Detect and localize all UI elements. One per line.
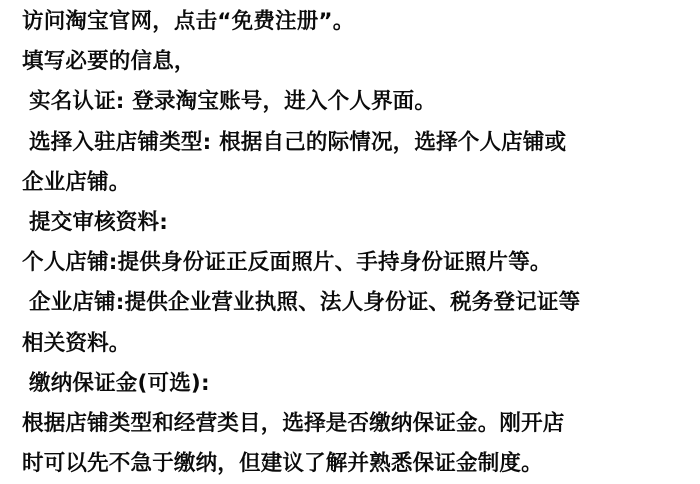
text-line: 个人店铺:提供身份证正反面照片、手持身份证照片等。	[22, 250, 552, 276]
text-line: 填写必要的信息，	[22, 49, 196, 75]
text-line: 企业店铺:提供企业营业执照、法人身份证、税务登记证等	[29, 290, 581, 316]
text-line: 选择入驻店铺类型: 根据自己的际情况，选择个人店铺或	[29, 129, 567, 155]
document-text-block	[22, 0, 678, 484]
text-line: 访问淘宝官网，点击“免费注册”。	[22, 9, 355, 34]
text-line: 时可以先不急于缴纳，但建议了解并熟悉保证金制度。	[22, 451, 543, 477]
text-line: 企业店铺。	[22, 169, 131, 195]
text-line: 相关资料。	[22, 330, 131, 356]
text-line: 缴纳保证金(可选):	[29, 370, 210, 396]
text-line: 提交审核资料:	[29, 210, 168, 236]
text-line: 根据店铺类型和经营类目，选择是否缴纳保证金。刚开店	[22, 411, 565, 437]
text-line: 实名认证: 登录淘宝账号，进入个人界面。	[29, 89, 437, 115]
